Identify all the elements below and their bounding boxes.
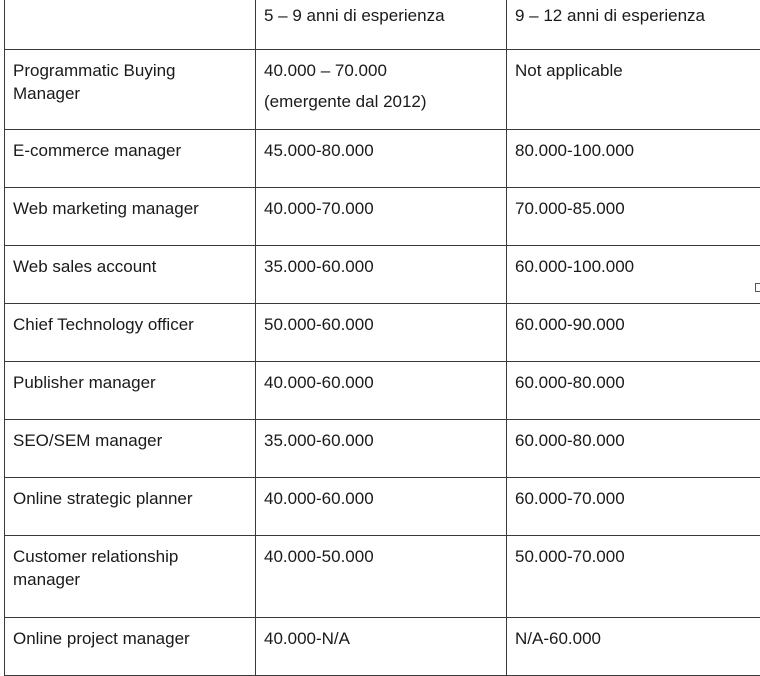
header-cell-role xyxy=(5,0,256,50)
role-cell: E-commerce manager xyxy=(5,130,256,188)
header-cell-9-12-years: 9 – 12 anni di esperienza xyxy=(507,0,760,50)
role-cell: Publisher manager xyxy=(5,362,256,420)
table-row xyxy=(5,420,760,478)
table-row xyxy=(5,304,760,362)
table-row xyxy=(5,188,760,246)
role-cell: Web marketing manager xyxy=(5,188,256,246)
range-9-12-cell: Not applicable xyxy=(507,50,760,130)
range-5-9-value: 40.000 – 70.000 xyxy=(264,61,387,80)
table-row xyxy=(5,536,760,618)
range-5-9-cell: 35.000-60.000 xyxy=(256,246,507,304)
range-9-12-cell: 60.000-90.000 xyxy=(507,304,760,362)
range-9-12-cell: 60.000-80.000 xyxy=(507,362,760,420)
table-row xyxy=(5,130,760,188)
role-cell: SEO/SEM manager xyxy=(5,420,256,478)
role-cell: Web sales account xyxy=(5,246,256,304)
range-5-9-cell: 35.000-60.000 xyxy=(256,420,507,478)
table-row xyxy=(5,50,760,130)
range-9-12-cell: 50.000-70.000 xyxy=(507,536,760,618)
range-9-12-cell: 80.000-100.000 xyxy=(507,130,760,188)
role-cell: Online project manager xyxy=(5,618,256,676)
range-5-9-cell xyxy=(256,50,507,130)
header-row xyxy=(5,0,760,50)
table-row xyxy=(5,618,760,676)
role-cell: Customer relationship manager xyxy=(5,536,256,618)
salary-table xyxy=(4,0,760,676)
table-row xyxy=(5,478,760,536)
table-row xyxy=(5,246,760,304)
range-9-12-cell: 60.000-100.000 xyxy=(507,246,760,304)
range-5-9-cell: 40.000-60.000 xyxy=(256,362,507,420)
range-9-12-cell: 60.000-80.000 xyxy=(507,420,760,478)
range-5-9-cell: 40.000-70.000 xyxy=(256,188,507,246)
column-resize-handle[interactable] xyxy=(755,283,760,292)
range-5-9-cell: 40.000-50.000 xyxy=(256,536,507,618)
range-9-12-cell: 70.000-85.000 xyxy=(507,188,760,246)
header-cell-5-9-years: 5 – 9 anni di esperienza xyxy=(256,0,507,50)
range-5-9-cell: 45.000-80.000 xyxy=(256,130,507,188)
table-row xyxy=(5,362,760,420)
range-9-12-cell: 60.000-70.000 xyxy=(507,478,760,536)
range-5-9-cell: 50.000-60.000 xyxy=(256,304,507,362)
role-cell: Online strategic planner xyxy=(5,478,256,536)
range-5-9-cell: 40.000-60.000 xyxy=(256,478,507,536)
range-5-9-cell: 40.000-N/A xyxy=(256,618,507,676)
range-5-9-note: (emergente dal 2012) xyxy=(264,90,498,113)
role-cell: Programmatic Buying Manager xyxy=(5,50,256,130)
role-cell: Chief Technology officer xyxy=(5,304,256,362)
range-9-12-cell: N/A-60.000 xyxy=(507,618,760,676)
